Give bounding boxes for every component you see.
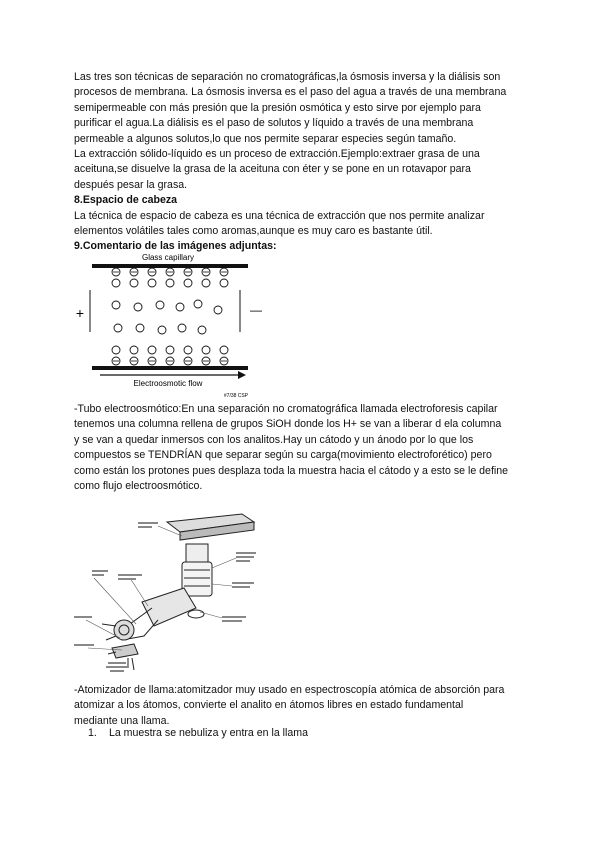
list-item-number: 1.: [88, 727, 97, 739]
negative-sign: —: [250, 303, 262, 317]
electroosmotic-flow-label: Electroosmotic flow: [133, 379, 203, 388]
text-line: La técnica de espacio de cabeza es una técnica de extracción que nos permite analizar: [74, 209, 485, 222]
text-line: y se van a quedar inmersos con los analitos.Hay un cátodo y un ánodo por lo que los: [74, 433, 474, 446]
glass-capillary-label: Glass capillary: [141, 253, 195, 262]
text-line: compuestos se TENDRÍAN que separar según su carga(movimiento electroforético) pero: [74, 449, 492, 462]
heading-comentario-imagenes: 9.Comentario de las imágenes adjuntas:: [74, 240, 277, 253]
text-line: purificar el agua.La diálisis es el paso de solutos y líquido a través de una membrana: [74, 117, 474, 130]
text-line: -Atomizador de llama:atomitzador muy usado en espectroscopía atómica de absorción para: [74, 684, 505, 696]
paragraph-flame-atomizer: [74, 683, 534, 729]
text-line: tenemos una columna rellena de grupos SiOH donde los H+ se van a liberar d ela columna: [74, 418, 502, 431]
heading-espacio-cabeza: 8.Espacio de cabeza: [74, 194, 178, 207]
text-line: atomizar a los átomos, convierte el analito en átomos libres en estado fundamental: [74, 699, 464, 712]
text-line: Las tres son técnicas de separación no cromatográficas,la ósmosis inversa y la diálisis son: [74, 71, 501, 83]
list-item-text: La muestra se nebuliza y entra en la llama: [108, 727, 308, 739]
paragraph-techniques: [74, 70, 534, 255]
figure-code: #7/38 CSP: [223, 393, 249, 399]
text-line: aceituna,se disuelve la grasa de la aceituna con éter y se pone en un rotavapor para: [74, 163, 471, 176]
text-line: -Tubo electroosmótico:En una separación no cromatográfica llamada electroforesis capilar: [74, 403, 498, 415]
text-line: semipermeable con más presión que la presión osmótica y esto sirve por ejemplo para: [74, 101, 481, 114]
text-line: mediante una llama.: [74, 714, 170, 727]
text-line: como flujo electroosmótico.: [74, 480, 203, 493]
text-line: como están los protones pues desplaza toda la muestra hacia el cátodo y a esto se le define: [74, 464, 509, 477]
text-line: La extracción sólido-líquido es un proceso de extracción.Ejemplo:extraer grasa de una: [74, 148, 480, 161]
list-item: [88, 726, 308, 741]
paragraph-electroosmotic: [74, 402, 534, 494]
positive-sign: +: [75, 305, 85, 321]
text-line: elementos volátiles tales como aromas,aunque es muy caro es bastante útil.: [74, 225, 433, 238]
text-line: permeable a algunos solutos,lo que nos permite separar especies según tamaño.: [74, 132, 457, 145]
text-line: procesos de membrana. La ósmosis inversa es el paso del agua a través de una membrana: [74, 86, 507, 99]
flame-atomizer-figure: [72, 508, 262, 676]
electroosmotic-flow-figure: [70, 250, 270, 400]
text-line: después pesar la grasa.: [74, 178, 188, 191]
